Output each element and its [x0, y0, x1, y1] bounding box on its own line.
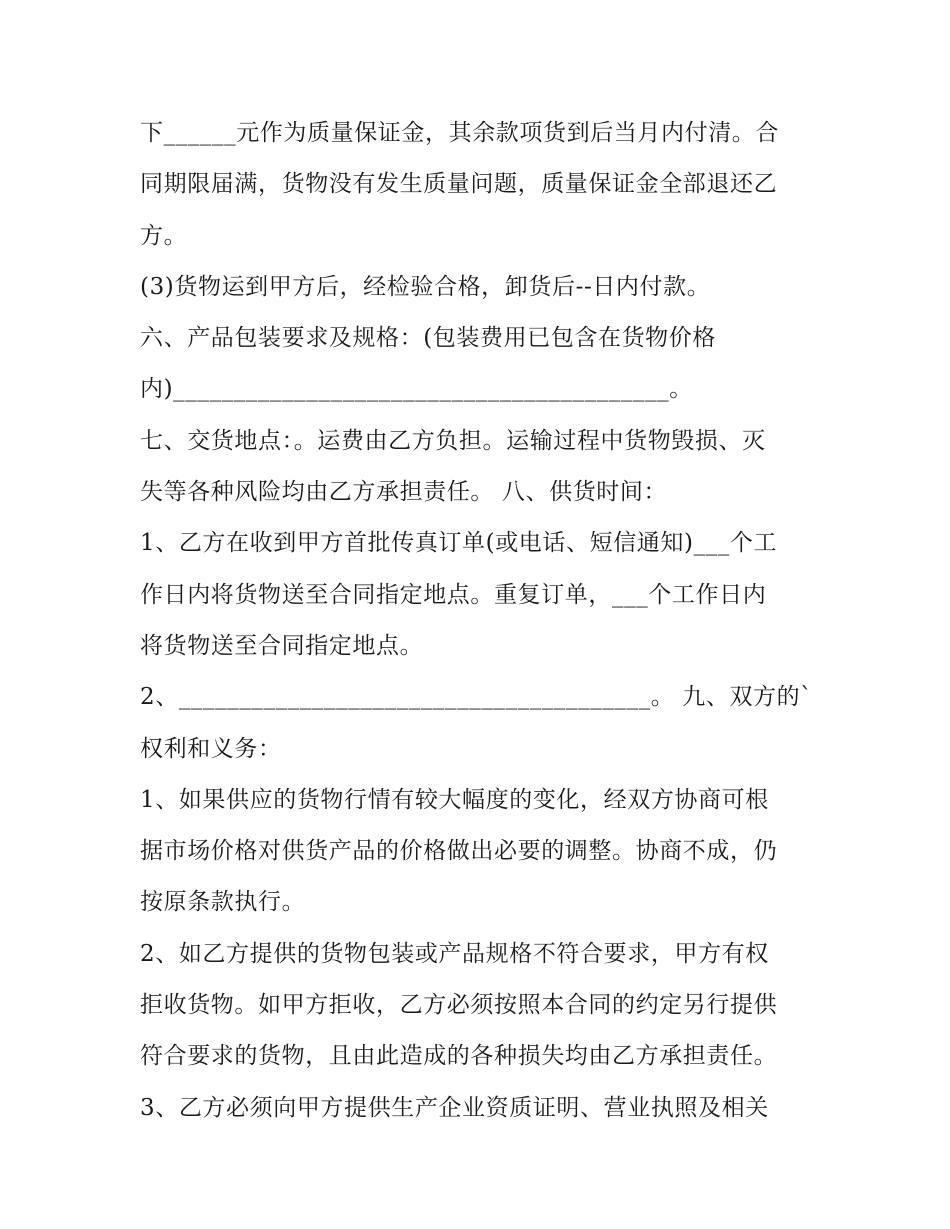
contract-text-body: [140, 108, 820, 1134]
text-line: 3、乙方必须向甲方提供生产企业资质证明、营业执照及相关: [140, 1094, 769, 1121]
text-line: 将货物送至合同指定地点。: [140, 632, 424, 659]
text-line: (3)货物运到甲方后，经检验合格，卸货后--日内付款。: [140, 273, 711, 300]
text-line: 七、交货地点：。运费由乙方负担。运输过程中货物毁损、灭: [140, 427, 766, 454]
text-line: 下______元作为质量保证金，其余款项货到后当月内付清。合: [140, 120, 779, 146]
text-line: 2、_______________________________________。 九、双方的`: [140, 684, 813, 711]
text-line: 同期限届满，货物没有发生质量问题，质量保证金全部退还乙: [140, 171, 778, 198]
text-line: 符合要求的货物，且由此造成的各种损失均由乙方承担责任。: [140, 1043, 778, 1070]
text-line: 作日内将货物送至合同指定地点。重复订单，___个工作日内: [140, 581, 767, 608]
text-line: 据市场价格对供货产品的价格做出必要的调整。协商不成，仍: [140, 838, 778, 865]
text-line: 六、产品包装要求及规格：(包装费用已包含在货物价格: [140, 325, 716, 352]
text-line: 拒收货物。如甲方拒收，乙方必须按照本合同的约定另行提供: [140, 992, 778, 1019]
text-line: 1、乙方在收到甲方首批传真订单(或电话、短信通知)___个工: [140, 530, 778, 557]
text-line: 1、如果供应的货物行情有较大幅度的变化，经双方协商可根: [140, 786, 769, 813]
text-line: 内)_________________________________________。: [140, 376, 693, 403]
text-line: 2、如乙方提供的货物包装或产品规格不符合要求，甲方有权: [140, 940, 769, 967]
text-line: 按原条款执行。: [140, 889, 306, 916]
text-line: 权利和义务：: [140, 735, 282, 762]
text-line: 失等各种风险均由乙方承担责任。 八、供货时间：: [140, 479, 668, 506]
text-line: 方。: [140, 222, 188, 249]
